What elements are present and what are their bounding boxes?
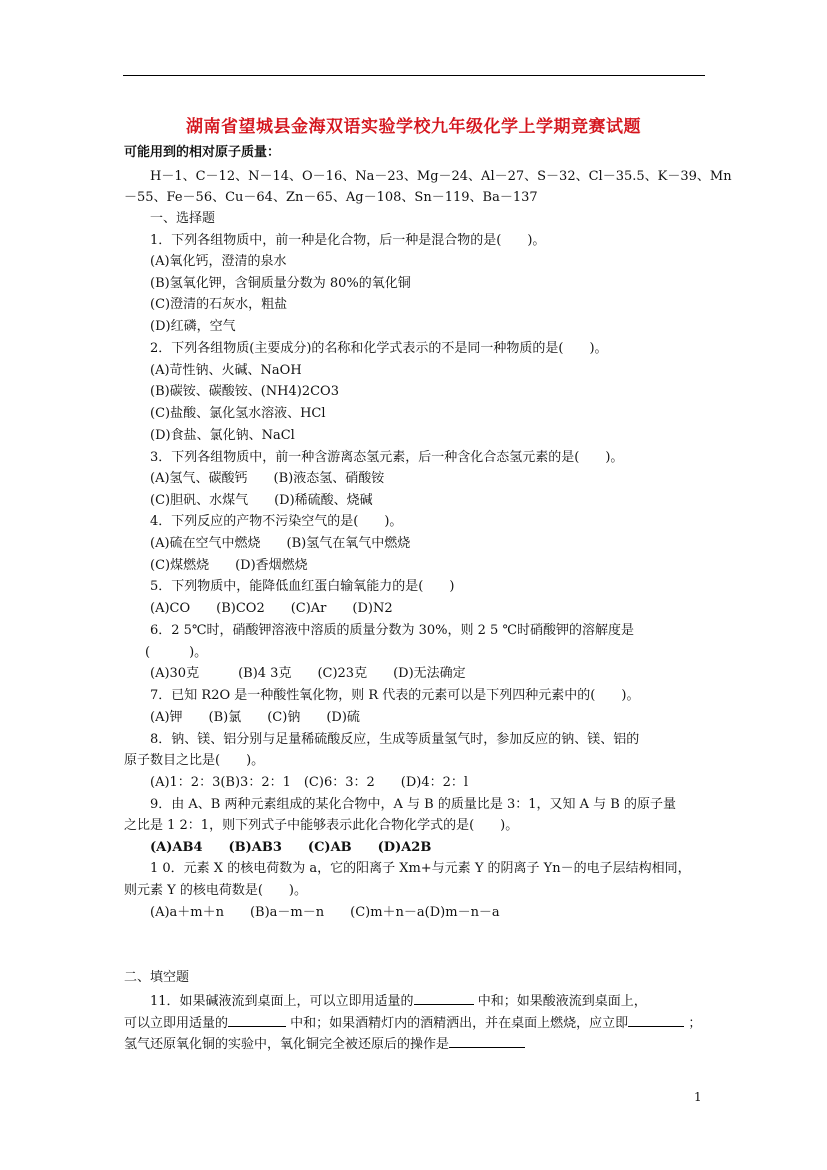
question-11-text-2: 中和；如果酸液流到桌面上， (477, 994, 647, 1009)
question-1: 1．下列各组物质中，前一种是化合物，后一种是混合物的是( )。 (150, 233, 546, 248)
question-11-text-5: ； (688, 1016, 702, 1031)
header-rule (123, 75, 705, 76)
question-5-options: (A)CO (B)CO2 (C)Ar (D)N2 (150, 601, 393, 616)
answer-blank-4[interactable] (449, 1035, 525, 1048)
answer-blank-2[interactable] (228, 1014, 286, 1027)
page-number: 1 (694, 1090, 702, 1104)
question-4-options-ab: (A)硫在空气中燃烧 (B)氢气在氧气中燃烧 (150, 536, 411, 551)
section-choice-heading: 一、选择题 (150, 211, 216, 226)
question-9: 9．由 A、B 两种元素组成的某化合物中，A 与 B 的质量比是 3：1，又知 A 与 B 的原子量 (150, 797, 676, 812)
question-11-text-1: 11．如果碱液流到桌面上，可以立即用适量的 (150, 994, 414, 1009)
answer-blank-3[interactable] (628, 1014, 684, 1027)
question-2-option-d: (D)食盐、氯化钠、NaCl (150, 428, 295, 443)
section-fill-heading: 二、填空题 (124, 970, 190, 985)
answer-blank-1[interactable] (414, 992, 474, 1005)
atomic-mass-label: 可能用到的相对原子质量： (124, 145, 281, 160)
question-11-line-3 (124, 1035, 525, 1053)
atomic-mass-line-1: H－1、C－12、N－14、O－16、Na－23、Mg－24、Al－27、S－32、Cl－35.5、K－39、Mn (150, 169, 732, 184)
atomic-mass-line-2: －55、Fe－56、Cu－64、Zn－65、Ag－108、Sn－119、Ba－137 (124, 190, 538, 205)
document-title: 湖南省望城县金海双语实验学校九年级化学上学期竞赛试题 (186, 117, 641, 137)
question-11-text-6: 氢气还原氧化铜的实验中，氧化铜完全被还原后的操作是 (124, 1037, 450, 1052)
question-11-line-2 (124, 1014, 701, 1032)
question-2-option-b: (B)碳铵、碳酸铵、(NH4)2CO3 (150, 384, 339, 399)
question-6-continued: ( )。 (145, 645, 208, 660)
question-3-options-cd: (C)胆矾、水煤气 (D)稀硫酸、烧碱 (150, 493, 373, 508)
question-2-option-c: (C)盐酸、氯化氢水溶液、HCl (150, 406, 326, 421)
question-10-options: (A)a＋m＋n (B)a－m－n (C)m＋n－a(D)m－n－a (150, 905, 500, 920)
question-10: 1 0．元素 X 的核电荷数为 a，它的阳离子 Xm+与元素 Y 的阴离子 Yn－的电子层结构相同， (150, 861, 691, 876)
question-1-option-d: (D)红磷，空气 (150, 319, 236, 334)
question-9-continued: 之比是 1 2：1，则下列式子中能够表示此化合物化学式的是( )。 (124, 818, 519, 833)
question-8: 8．钠、镁、铝分别与足量稀硫酸反应，生成等质量氢气时，参加反应的钠、镁、铝的 (150, 732, 640, 747)
question-11-line-1 (150, 992, 647, 1010)
question-7-options: (A)钾 (B)氯 (C)钠 (D)硫 (150, 710, 360, 725)
question-4: 4．下列反应的产物不污染空气的是( )。 (150, 514, 403, 529)
question-1-option-a: (A)氧化钙，澄清的泉水 (150, 254, 287, 269)
question-2-option-a: (A)苛性钠、火碱、NaOH (150, 363, 302, 378)
question-2: 2．下列各组物质(主要成分)的名称和化学式表示的不是同一种物质的是( )。 (150, 341, 608, 356)
question-11-text-3: 可以立即用适量的 (124, 1016, 229, 1031)
question-6-options: (A)30克 (B)4 3克 (C)23克 (D)无法确定 (150, 666, 466, 681)
question-1-option-b: (B)氢氧化钾，含铜质量分数为 80%的氧化铜 (150, 276, 411, 291)
question-9-options: (A)AB4 (B)AB3 (C)AB (D)A2B (150, 840, 432, 855)
question-4-options-cd: (C)煤燃烧 (D)香烟燃烧 (150, 558, 308, 573)
question-6: 6．2 5℃时，硝酸钾溶液中溶质的质量分数为 30%，则 2 5 ℃时硝酸钾的溶解度是 (150, 623, 634, 638)
question-3: 3．下列各组物质中，前一种含游离态氢元素，后一种含化合态氢元素的是( )。 (150, 450, 624, 465)
question-1-option-c: (C)澄清的石灰水，粗盐 (150, 297, 288, 312)
question-8-options: (A)1：2：3(B)3：2：1 (C)6：3：2 (D)4：2：l (150, 775, 469, 790)
question-10-continued: 则元素 Y 的核电荷数是( )。 (124, 883, 307, 898)
question-8-continued: 原子数目之比是( )。 (124, 753, 265, 768)
question-11-text-4: 中和；如果酒精灯内的酒精洒出，并在桌面上燃烧，应立即 (290, 1016, 629, 1031)
question-3-options-ab: (A)氢气、碳酸钙 (B)液态氢、硝酸铵 (150, 471, 385, 486)
question-5: 5．下列物质中，能降低血红蛋白输氧能力的是( ) (150, 579, 455, 594)
question-7: 7．已知 R2O 是一种酸性氧化物，则 R 代表的元素可以是下列四种元素中的( )。 (150, 688, 640, 703)
